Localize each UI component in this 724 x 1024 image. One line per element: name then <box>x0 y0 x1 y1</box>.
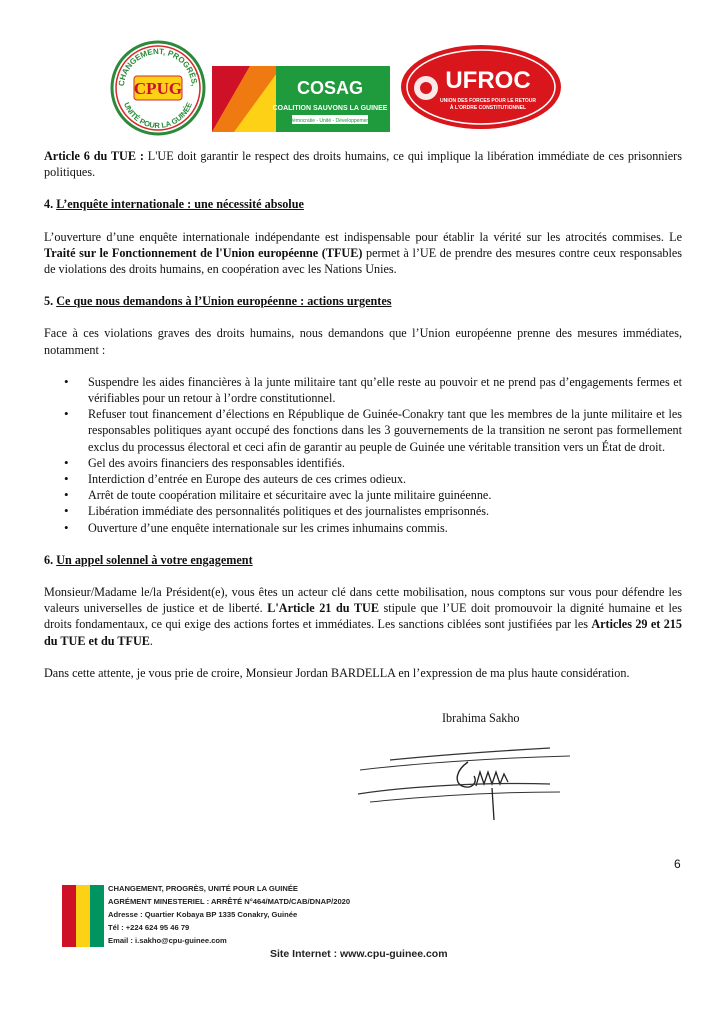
svg-text:COALITION SAUVONS LA GUINEE: COALITION SAUVONS LA GUINEE <box>272 105 388 112</box>
list-item: • Arrêt de toute coopération militaire et sécuritaire avec la junte militaire guinéenne. <box>88 487 682 503</box>
signer-name: Ibrahima Sakho <box>442 711 520 725</box>
article-6-text: L'UE doit garantir le respect des droits humains, ce qui implique la libération immédiate de ces prisonniers politiques. <box>44 149 682 180</box>
footer-website: Site Internet : www.cpu-guinee.com <box>270 948 448 960</box>
guinea-flag <box>62 885 104 947</box>
footer-address-block <box>108 882 350 947</box>
section-4-paragraph: L’ouverture d’une enquête internationale indépendante est indispensable pour établir la vérité sur les atrocités commises. Le Traité sur le Fonctionnement de l'Union européenne (TFUE) permet à l’UE de prendre des mesures contre ceux responsables de violations des droits humains, en coopération avec les Nations Unies. <box>44 229 682 277</box>
section-6-paragraph: Monsieur/Madame le/la Président(e), vous êtes un acteur clé dans cette mobilisation, nous comptons sur vous pour défendre les valeurs universelles de justice et de liberté. L'Article 21 du TUE stipule que l’UE doit promouvoir la dignité humaine et les droits fondamentaux, ce qui exige des actions fortes et immédiates. Les sanctions ciblées sont justifiées par les Articles 29 et 215 du TUE et du TFUE. <box>44 585 682 648</box>
footer <box>62 882 662 962</box>
demands-list <box>44 374 682 536</box>
list-item: • Gel des avoirs financiers des responsables identifiés. <box>88 455 682 471</box>
svg-text:COSAG: COSAG <box>296 78 364 98</box>
svg-text:UFROC: UFROC <box>445 67 531 94</box>
svg-text:CPUG: CPUG <box>133 79 183 98</box>
svg-text:Démocratie - Unité - Développe: Démocratie - Unité - Développement <box>289 118 371 124</box>
svg-text:CHANGEMENT, PROGRÈS,: CHANGEMENT, PROGRÈS, <box>116 46 199 87</box>
list-item: • Refuser tout financement d’élections en République de Guinée-Conakry tant que les membres de la junte militaire et les responsables politiques ayant occupé des fonctions dans les 3 gouvernements de la transition ne seront pas formellement exclus du processus électoral et ceci afin de garantir au peuple de Guinée une véritable transition vers un État de droit. <box>88 406 682 455</box>
svg-text:UNION DES FORCES POUR LE RETOU: UNION DES FORCES POUR LE RETOUR <box>439 98 537 104</box>
section-4-heading: 4. L’enquête internationale : une nécessité absolue <box>44 197 304 212</box>
svg-text:UNITÉ POUR LA GUINÉE: UNITÉ POUR LA GUINÉE <box>122 100 194 131</box>
section-6-heading: 6. Un appel solennel à votre engagement <box>44 552 253 567</box>
article-6-paragraph <box>44 148 682 180</box>
footer-address: Adresse : Quartier Kobaya BP 1335 Conakry, Guinée <box>108 910 298 919</box>
closing-paragraph: Dans cette attente, je vous prie de croire, Monsieur Jordan BARDELLA en l’expression de ma plus haute considération. <box>44 665 630 680</box>
list-item: • Ouverture d’une enquête internationale sur les crimes inhumains commis. <box>88 520 682 536</box>
section-5-intro: Face à ces violations graves des droits humains, nous demandons que l’Union européenne prenne des mesures immédiates, notamment : <box>44 326 682 357</box>
cpug-logo <box>110 40 206 136</box>
handwritten-signature <box>350 742 580 822</box>
list-item: • Libération immédiate des personnalités politiques et des journalistes emprisonnés. <box>88 503 682 519</box>
ufroc-logo <box>400 44 562 130</box>
footer-phone: Tél : +224 624 95 46 79 <box>108 923 190 932</box>
list-item: • Suspendre les aides financières à la junte militaire tant qu’elle reste au pouvoir et ne prend pas d’engagements fermes et vérifiables pour un retour à l’ordre constitutionnel. <box>88 374 682 406</box>
list-item: • Interdiction d’entrée en Europe des auteurs de ces crimes odieux. <box>88 471 682 487</box>
svg-text:À L'ORDRE CONSTITUTIONNEL: À L'ORDRE CONSTITUTIONNEL <box>449 105 527 111</box>
page-number: 6 <box>674 857 681 871</box>
footer-party-name: CHANGEMENT, PROGRÈS, UNITÉ POUR LA GUINÉE <box>108 884 298 893</box>
header-logos <box>110 40 570 140</box>
footer-agreement: AGRÉMENT MINESTERIEL : ARRÊTÉ N°464/MATD/CAB/DNAP/2020 <box>108 897 351 906</box>
footer-email: Email : i.sakho@cpu-guinee.com <box>108 936 227 945</box>
article-6-label: Article 6 du TUE : <box>44 149 144 163</box>
section-5-heading: 5. Ce que nous demandons à l’Union européenne : actions urgentes <box>44 294 392 309</box>
cosag-logo <box>212 66 390 132</box>
letter-body <box>44 148 682 697</box>
